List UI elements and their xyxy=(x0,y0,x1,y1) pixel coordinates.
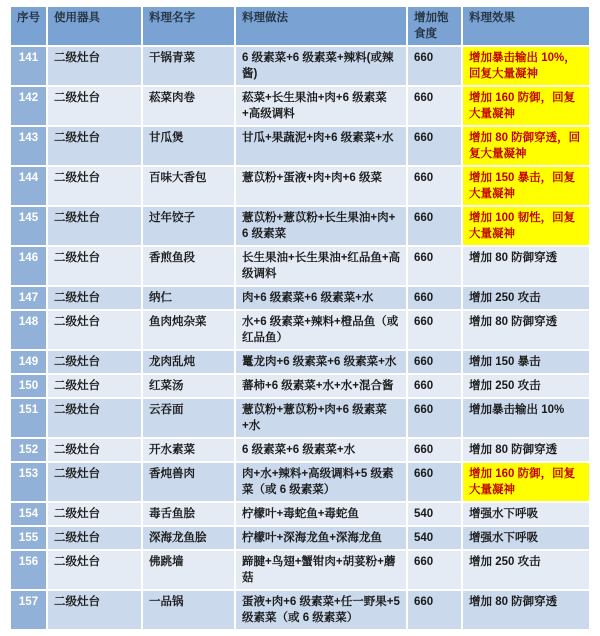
row-tool: 二级灶台 xyxy=(48,351,141,373)
row-dish-name: 过年饺子 xyxy=(143,207,234,245)
row-dish-name: 龙肉乱炖 xyxy=(143,351,234,373)
row-dish-name: 干锅青菜 xyxy=(143,47,234,85)
table-row xyxy=(11,399,589,437)
row-recipe: 蹄腱+鸟翅+蟹钳肉+胡荽粉+蘑菇 xyxy=(236,551,406,589)
row-effect: 增加 80 防御穿透 xyxy=(463,311,589,349)
row-effect: 增加 160 防御，回复大量凝神 xyxy=(463,463,589,501)
row-dish-name: 纳仁 xyxy=(143,287,234,309)
row-satiety: 660 xyxy=(408,351,461,373)
row-tool: 二级灶台 xyxy=(48,127,141,165)
header-effect: 料理效果 xyxy=(463,7,589,45)
header-index: 序号 xyxy=(11,7,46,45)
row-index: 147 xyxy=(11,287,46,309)
row-effect: 增加 80 防御穿透 xyxy=(463,247,589,285)
row-satiety: 540 xyxy=(408,503,461,525)
row-effect: 增加 250 攻击 xyxy=(463,375,589,397)
row-satiety: 660 xyxy=(408,591,461,629)
row-index: 150 xyxy=(11,375,46,397)
row-tool: 二级灶台 xyxy=(48,439,141,461)
table-row xyxy=(11,311,589,349)
header-satiety: 增加饱食度 xyxy=(408,7,461,45)
row-index: 152 xyxy=(11,439,46,461)
table-row xyxy=(11,287,589,309)
row-satiety: 660 xyxy=(408,375,461,397)
header-name: 料理名字 xyxy=(143,7,234,45)
row-satiety: 660 xyxy=(408,127,461,165)
row-tool: 二级灶台 xyxy=(48,503,141,525)
row-index: 148 xyxy=(11,311,46,349)
row-effect: 增强水下呼吸 xyxy=(463,503,589,525)
row-tool: 二级灶台 xyxy=(48,551,141,589)
row-dish-name: 鱼肉炖杂菜 xyxy=(143,311,234,349)
row-satiety: 660 xyxy=(408,551,461,589)
row-effect: 增加 80 防御穿透，回复大量凝神 xyxy=(463,127,589,165)
table-row xyxy=(11,527,589,549)
table-row xyxy=(11,439,589,461)
row-recipe: 菘菜+长生果油+肉+6 级素菜+高级调料 xyxy=(236,87,406,125)
row-index: 146 xyxy=(11,247,46,285)
row-recipe: 柠檬叶+毒蛇鱼+毒蛇鱼 xyxy=(236,503,406,525)
row-tool: 二级灶台 xyxy=(48,311,141,349)
row-dish-name: 百味大香包 xyxy=(143,167,234,205)
table-row xyxy=(11,551,589,589)
row-satiety: 660 xyxy=(408,287,461,309)
row-effect: 增加 160 防御，回复大量凝神 xyxy=(463,87,589,125)
row-tool: 二级灶台 xyxy=(48,47,141,85)
row-index: 153 xyxy=(11,463,46,501)
header-row xyxy=(11,7,589,45)
row-dish-name: 佛跳墙 xyxy=(143,551,234,589)
row-dish-name: 菘菜肉卷 xyxy=(143,87,234,125)
row-satiety: 660 xyxy=(408,167,461,205)
row-recipe: 6 级素菜+6 级素菜+水 xyxy=(236,439,406,461)
row-recipe: 蕃柿+6 级素菜+水+水+混合酱 xyxy=(236,375,406,397)
row-effect: 增加 100 韧性，回复大量凝神 xyxy=(463,207,589,245)
row-effect: 增加 150 暴击 xyxy=(463,351,589,373)
row-satiety: 660 xyxy=(408,247,461,285)
row-index: 142 xyxy=(11,87,46,125)
row-index: 143 xyxy=(11,127,46,165)
row-satiety: 540 xyxy=(408,527,461,549)
row-dish-name: 深海龙鱼脍 xyxy=(143,527,234,549)
row-index: 157 xyxy=(11,591,46,629)
row-recipe: 薏苡粉+薏苡粉+肉+6 级素菜+水 xyxy=(236,399,406,437)
row-tool: 二级灶台 xyxy=(48,375,141,397)
row-tool: 二级灶台 xyxy=(48,463,141,501)
row-satiety: 660 xyxy=(408,463,461,501)
row-recipe: 长生果油+长生果油+红品鱼+高级调料 xyxy=(236,247,406,285)
row-tool: 二级灶台 xyxy=(48,591,141,629)
row-tool: 二级灶台 xyxy=(48,87,141,125)
row-dish-name: 开水素菜 xyxy=(143,439,234,461)
row-satiety: 660 xyxy=(408,399,461,437)
row-effect: 增加 250 攻击 xyxy=(463,551,589,589)
table-row xyxy=(11,87,589,125)
row-recipe: 柠檬叶+深海龙鱼+深海龙鱼 xyxy=(236,527,406,549)
row-satiety: 660 xyxy=(408,311,461,349)
row-index: 149 xyxy=(11,351,46,373)
row-satiety: 660 xyxy=(408,207,461,245)
table-row xyxy=(11,463,589,501)
row-tool: 二级灶台 xyxy=(48,527,141,549)
row-effect: 增强水下呼吸 xyxy=(463,527,589,549)
table-row xyxy=(11,591,589,629)
row-dish-name: 云吞面 xyxy=(143,399,234,437)
row-dish-name: 甘瓜煲 xyxy=(143,127,234,165)
row-index: 145 xyxy=(11,207,46,245)
row-recipe: 肉+6 级素菜+6 级素菜+水 xyxy=(236,287,406,309)
table-header xyxy=(11,7,589,45)
row-dish-name: 一品锅 xyxy=(143,591,234,629)
row-index: 144 xyxy=(11,167,46,205)
table-row xyxy=(11,247,589,285)
row-dish-name: 香炖兽肉 xyxy=(143,463,234,501)
row-recipe: 薏苡粉+薏苡粉+长生果油+肉+6 级素菜 xyxy=(236,207,406,245)
table-row xyxy=(11,47,589,85)
row-dish-name: 香煎鱼段 xyxy=(143,247,234,285)
row-effect: 增加 80 防御穿透 xyxy=(463,591,589,629)
recipe-table xyxy=(9,5,591,631)
row-index: 151 xyxy=(11,399,46,437)
row-effect: 增加暴击输出 10% xyxy=(463,399,589,437)
table-row xyxy=(11,207,589,245)
row-recipe: 蛋液+肉+6 级素菜+任一野果+5 级素菜（或 6 级素菜） xyxy=(236,591,406,629)
header-recipe: 料理做法 xyxy=(236,7,406,45)
row-effect: 增加 150 暴击，回复大量凝神 xyxy=(463,167,589,205)
row-satiety: 660 xyxy=(408,87,461,125)
row-tool: 二级灶台 xyxy=(48,167,141,205)
row-index: 155 xyxy=(11,527,46,549)
row-recipe: 薏苡粉+蛋液+肉+肉+6 级菜 xyxy=(236,167,406,205)
table-row xyxy=(11,167,589,205)
table-row xyxy=(11,503,589,525)
row-effect: 增加 250 攻击 xyxy=(463,287,589,309)
row-tool: 二级灶台 xyxy=(48,207,141,245)
row-tool: 二级灶台 xyxy=(48,287,141,309)
table-row xyxy=(11,375,589,397)
header-tool: 使用器具 xyxy=(48,7,141,45)
row-effect: 增加暴击输出 10%，回复大量凝神 xyxy=(463,47,589,85)
row-dish-name: 毒舌鱼脍 xyxy=(143,503,234,525)
table-row xyxy=(11,127,589,165)
row-recipe: 肉+水+辣料+高级调料+5 级素菜（或 6 级素菜） xyxy=(236,463,406,501)
row-index: 141 xyxy=(11,47,46,85)
row-index: 154 xyxy=(11,503,46,525)
row-recipe: 鼍龙肉+6 级素菜+6 级素菜+水 xyxy=(236,351,406,373)
row-recipe: 水+6 级素菜+辣料+橙品鱼（或红品鱼） xyxy=(236,311,406,349)
table-row xyxy=(11,351,589,373)
row-index: 156 xyxy=(11,551,46,589)
row-satiety: 660 xyxy=(408,47,461,85)
table-body xyxy=(11,47,589,629)
row-dish-name: 红菜汤 xyxy=(143,375,234,397)
row-recipe: 甘瓜+果蔬泥+肉+6 级素菜+水 xyxy=(236,127,406,165)
row-effect: 增加 80 防御穿透 xyxy=(463,439,589,461)
row-satiety: 660 xyxy=(408,439,461,461)
row-tool: 二级灶台 xyxy=(48,399,141,437)
row-tool: 二级灶台 xyxy=(48,247,141,285)
row-recipe: 6 级素菜+6 级素菜+辣料(或辣酱) xyxy=(236,47,406,85)
